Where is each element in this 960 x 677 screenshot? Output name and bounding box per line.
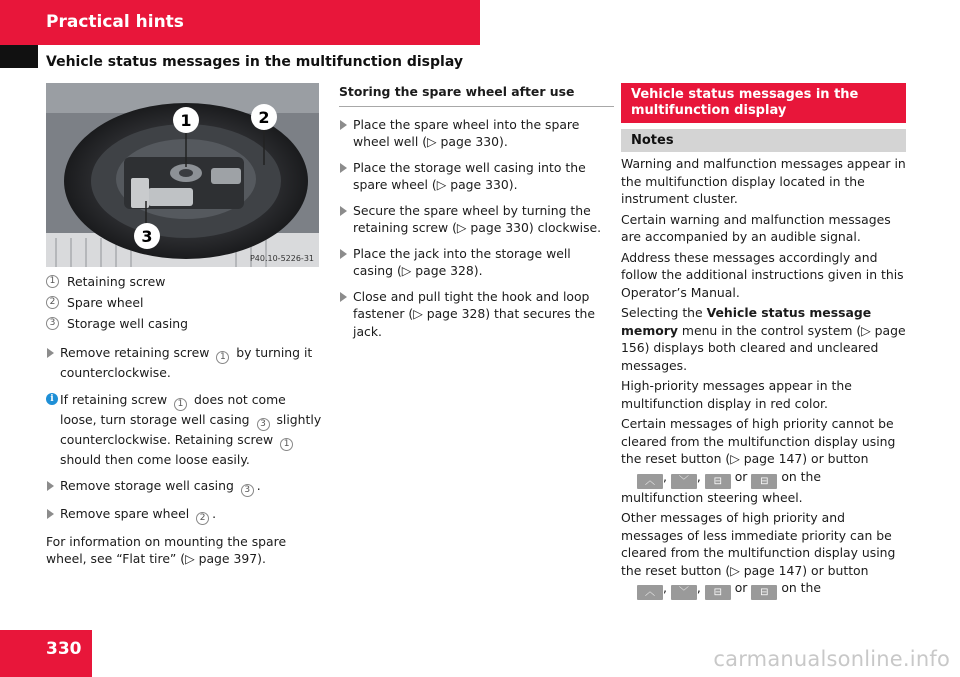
paragraph: Selecting the Vehicle status message memory menu in the control system (▷ page 156) displays both cleared and uncleared messages. (621, 305, 906, 373)
number-marker: 1 (46, 275, 59, 288)
instruction-step: Remove spare wheel 2 . (46, 505, 322, 525)
legend-item: 1 Retaining screw (46, 273, 322, 291)
paragraph: Address these messages accordingly and follow the additional instructions given in this Operator’s Manual. (621, 249, 904, 300)
right-column (621, 83, 906, 600)
paragraph: High-priority messages appear in the multifunction display in red color. (621, 378, 852, 411)
number-marker: 1 (216, 351, 229, 364)
paragraph: Other messages of high priority and messages of less immediate priority can be cleared from the multifunction display using the reset button (▷ page 147) or button ︿ , ﹀ , ⊟ or ⊟ on the (621, 510, 896, 598)
watermark: carmanualsonline.info (713, 647, 950, 671)
number-marker: 2 (46, 296, 59, 309)
instruction-step: Remove retaining screw 1 by turning it counterclockwise. (46, 344, 322, 382)
number-marker: 2 (196, 512, 209, 525)
instruction-step: Remove storage well casing 3 . (46, 477, 322, 497)
paragraph: Warning and malfunction messages appear in the multifunction display located in the instrument cluster. (621, 156, 906, 206)
number-marker: 1 (174, 398, 187, 411)
section-heading: Storing the spare wheel after use (339, 83, 614, 107)
up-arrow-icon: ︿ (637, 474, 663, 489)
figure-code: P40.10-5226-31 (249, 254, 314, 263)
section-title: Practical hints (46, 12, 184, 32)
next-display-icon: ⊟ (705, 474, 731, 489)
number-marker: 3 (241, 484, 254, 497)
down-arrow-icon: ﹀ (671, 585, 697, 600)
closing-paragraph: For information on mounting the spare wheel, see “Flat tire” (▷ page 397). (46, 533, 287, 566)
left-column (46, 83, 322, 568)
instruction-step: Place the spare wheel into the spare wheel well (▷ page 330). (339, 116, 614, 151)
info-note: i If retaining screw 1 does not come loose, turn storage well casing 3 slightly counterclockwise. Retaining screw 1 should then come loose easily. (46, 391, 322, 469)
callout-1: 1 (180, 111, 192, 130)
up-arrow-icon: ︿ (637, 585, 663, 600)
callout-2: 2 (258, 108, 270, 127)
down-arrow-icon: ﹀ (671, 474, 697, 489)
paragraph: Certain messages of high priority cannot be cleared from the multifunction display using the reset button (▷ page 147) or button ︿ , ﹀ , ⊟ or ⊟ on the multifunction steering wheel. (621, 416, 896, 505)
legend-item: 2 Spare wheel (46, 294, 322, 312)
legend-item: 3 Storage well casing (46, 315, 322, 333)
instruction-step: Secure the spare wheel by turning the retaining screw (▷ page 330) clockwise. (339, 202, 614, 237)
instruction-step: Close and pull tight the hook and loop fastener (▷ page 328) that secures the jack. (339, 288, 614, 341)
black-tab (0, 45, 38, 68)
prev-display-icon: ⊟ (751, 585, 777, 600)
page-number: 330 (46, 639, 82, 659)
notes-heading: Notes (621, 129, 906, 152)
instruction-step: Place the jack into the storage well casing (▷ page 328). (339, 245, 614, 280)
middle-column (339, 83, 614, 340)
spare-wheel-photo (46, 83, 319, 267)
page-subtitle: Vehicle status messages in the multifunction display (46, 54, 463, 70)
topic-title-box: Vehicle status messages in the multifunction display (621, 83, 906, 123)
instruction-step: Place the storage well casing into the spare wheel (▷ page 330). (339, 159, 614, 194)
prev-display-icon: ⊟ (751, 474, 777, 489)
info-icon: i (46, 393, 58, 405)
number-marker: 3 (257, 418, 270, 431)
number-marker: 3 (46, 317, 59, 330)
paragraph: Certain warning and malfunction messages are accompanied by an audible signal. (621, 211, 891, 244)
callout-3: 3 (141, 227, 153, 246)
number-marker: 1 (280, 438, 293, 451)
next-display-icon: ⊟ (705, 585, 731, 600)
